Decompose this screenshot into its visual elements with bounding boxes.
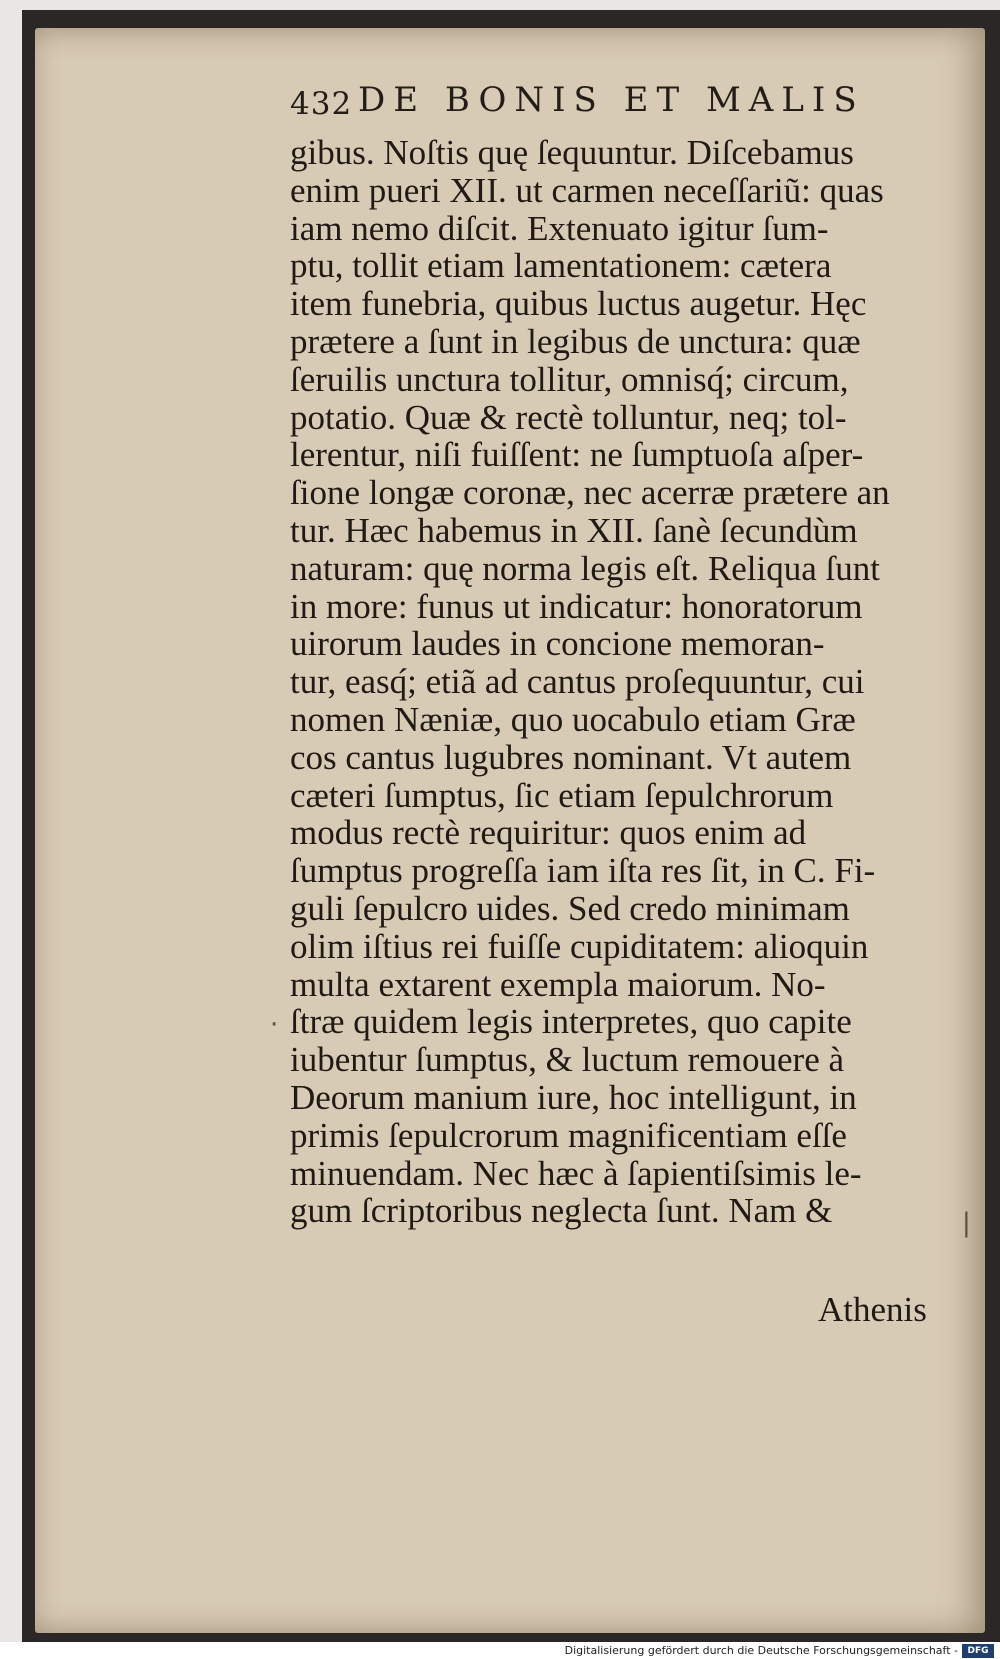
page-header bbox=[290, 78, 880, 126]
page-number: 432 bbox=[290, 86, 353, 122]
text-line: ſumptus progreſſa iam iſta res ſit, in C. Fi- bbox=[290, 851, 876, 891]
footer-bar bbox=[0, 1642, 1000, 1659]
text-line: cos cantus lugubres nominant. Vt autem bbox=[290, 737, 852, 777]
text-line: iam nemo diſcit. Extenuato igitur ſum- bbox=[290, 208, 829, 248]
text-line: nomen Næniæ, quo uocabulo etiam Græ bbox=[290, 699, 856, 739]
text-line: potatio. Quæ & rectè tolluntur, neq; tol- bbox=[290, 397, 847, 437]
text-line: ſtræ quidem legis interpretes, quo capite bbox=[290, 1002, 852, 1042]
text-line: gibus. Noſtis quę ſequuntur. Diſcebamus bbox=[290, 133, 854, 172]
dfg-logo: DFG bbox=[962, 1644, 994, 1658]
text-line: multa extarent exempla maiorum. No- bbox=[290, 964, 826, 1004]
text-line: uirorum laudes in concione memoran- bbox=[290, 624, 825, 664]
text-line: cæteri ſumptus, ſic etiam ſepulchrorum bbox=[290, 775, 834, 815]
text-line: tur, easq́; etiã ad cantus proſequuntur, cui bbox=[290, 662, 865, 702]
text-line: prætere a ſunt in legibus de unctura: quæ bbox=[290, 321, 861, 361]
text-line: item funebria, quibus luctus augetur. Hęc bbox=[290, 284, 867, 324]
text-line: ſeruilis unctura tollitur, omnisq́; circum, bbox=[290, 359, 849, 399]
text-line: minuendam. Nec hæc à ſapientiſsimis le- bbox=[290, 1153, 862, 1193]
text-line: enim pueri XII. ut carmen neceſſariũ: quas bbox=[290, 170, 884, 210]
text-line: iubentur ſumptus, & luctum remouere à bbox=[290, 1040, 845, 1080]
catchword: Athenis bbox=[818, 1290, 927, 1329]
text-line: lerentur, niſi fuiſſent: ne ſumptuoſa aſper- bbox=[290, 435, 864, 475]
text-line: tur. Hæc habemus in XII. ſanè ſecundùm bbox=[290, 510, 858, 550]
margin-dot-icon: · bbox=[270, 1010, 279, 1040]
margin-tick-icon: | bbox=[962, 1208, 971, 1238]
text-line: naturam: quę norma legis eſt. Reliqua ſunt bbox=[290, 548, 880, 588]
text-line: gum ſcriptoribus neglecta ſunt. Nam & bbox=[290, 1191, 833, 1231]
text-line: ſione longæ coronæ, nec acerræ prætere an bbox=[290, 473, 890, 513]
text-line: olim iſtius rei fuiſſe cupiditatem: alioquin bbox=[290, 926, 869, 966]
footer-credit: Digitalisierung gefördert durch die Deutsche Forschungsgemeinschaft - bbox=[564, 1644, 958, 1657]
text-line: in more: funus ut indicatur: honoratorum bbox=[290, 586, 863, 626]
running-head: DE BONIS ET MALIS bbox=[358, 80, 865, 120]
text-line: Deorum manium iure, hoc intelligunt, in bbox=[290, 1077, 857, 1117]
text-block bbox=[290, 134, 945, 1230]
text-line: primis ſepulcrorum magnificentiam eſſe bbox=[290, 1115, 847, 1155]
text-line: ptu, tollit etiam lamentationem: cætera bbox=[290, 246, 832, 286]
text-line: modus rectè requiritur: quos enim ad bbox=[290, 813, 807, 853]
text-line: guli ſepulcro uides. Sed credo minimam bbox=[290, 888, 850, 928]
